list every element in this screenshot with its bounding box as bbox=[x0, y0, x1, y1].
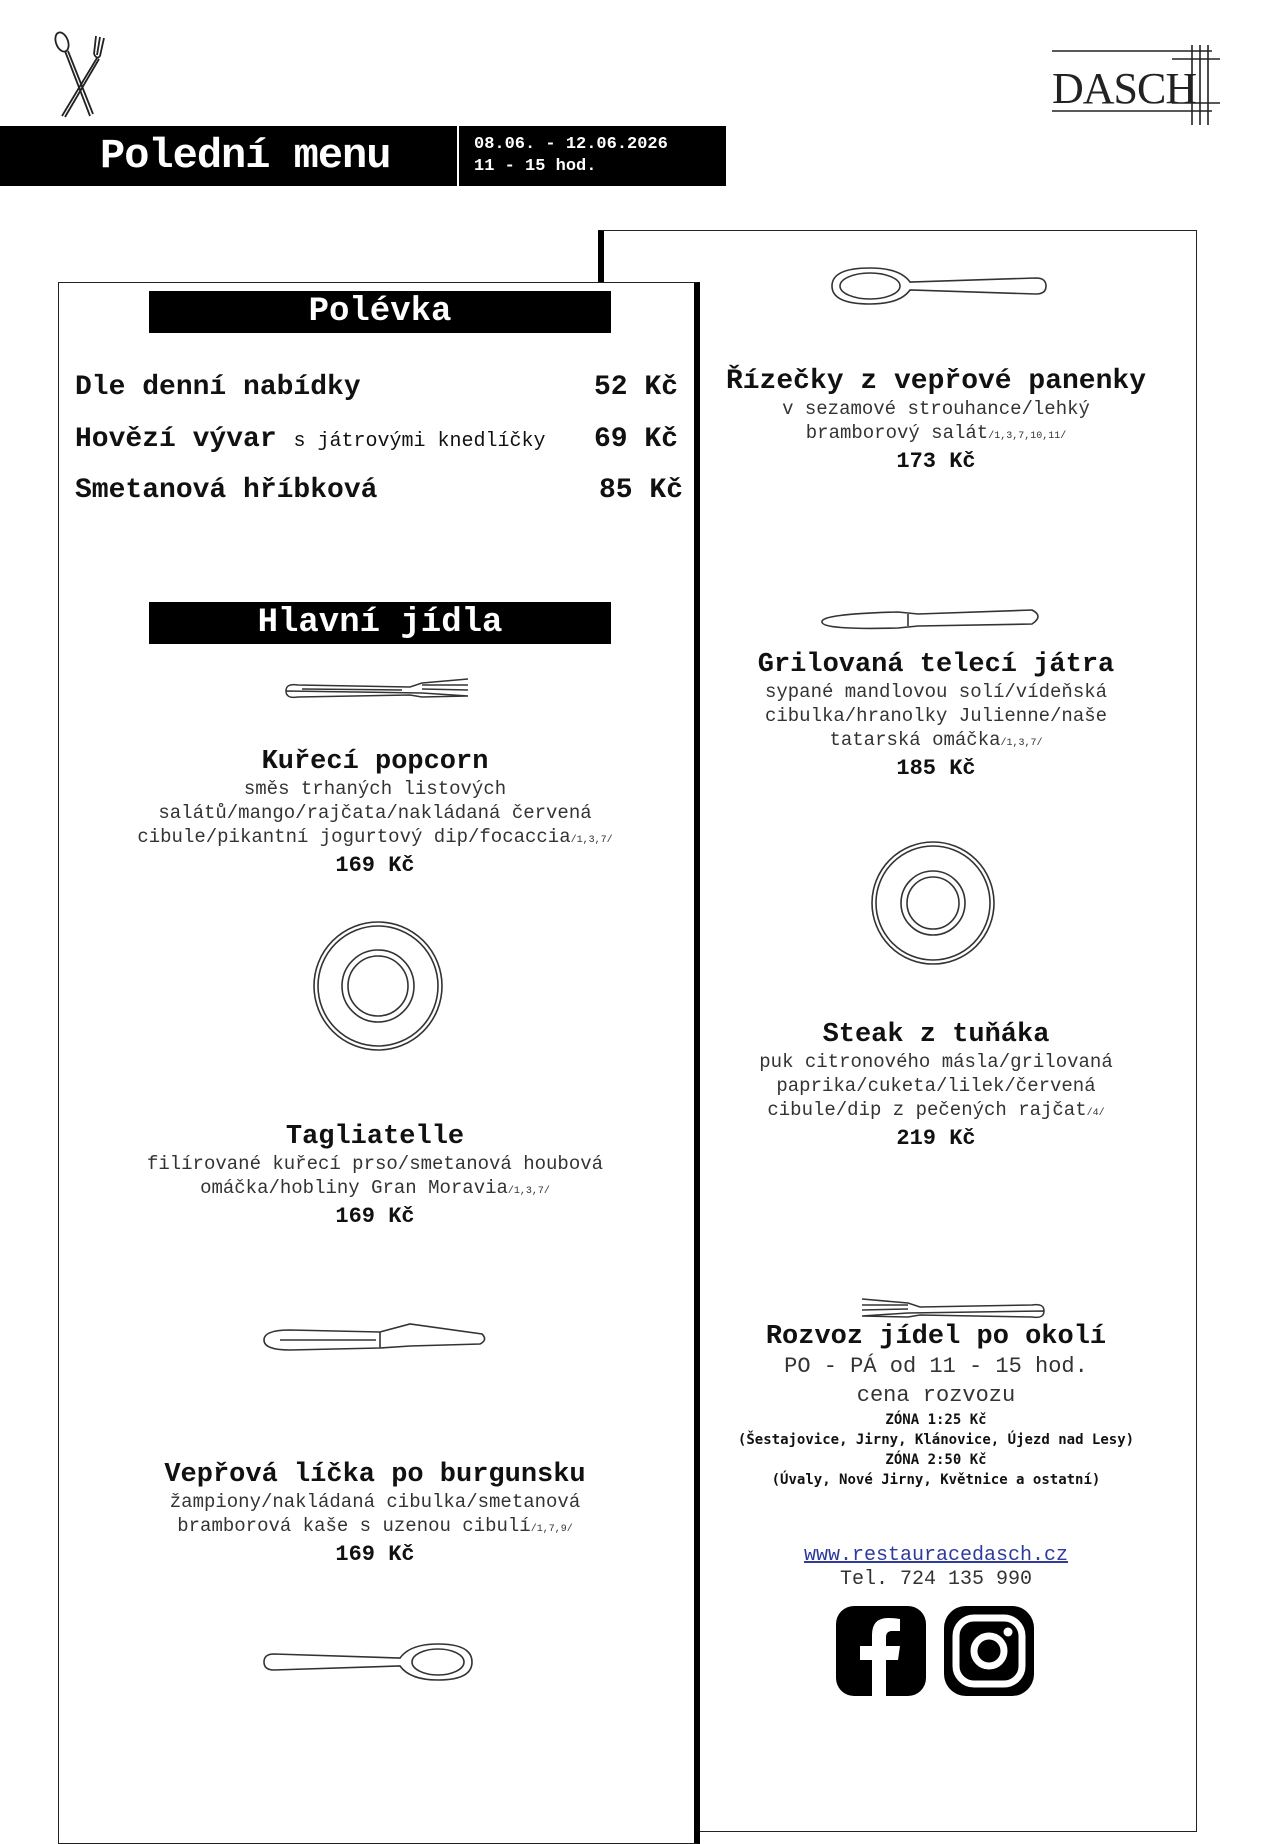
dish-description: směs trhaných listových salátů/mango/rajčata/nakládaná červená cibule/pikantní jogurtový dip/focaccia bbox=[137, 778, 592, 848]
dish-allergens: /1,3,7/ bbox=[570, 835, 613, 846]
soup-item-3-price: 85 Kč bbox=[599, 475, 684, 506]
soup-item-2 bbox=[75, 424, 546, 455]
phone-number: Tel. 724 135 990 bbox=[839, 1568, 1033, 1591]
delivery-title: Rozvoz jídel po okolí bbox=[765, 1322, 1107, 1352]
delivery-price-label: cena rozvozu bbox=[856, 1383, 1016, 1408]
delivery-hours: PO - PÁ od 11 - 15 hod. bbox=[784, 1354, 1088, 1379]
dish-price: 169 Kč bbox=[335, 1204, 415, 1229]
knife-icon bbox=[260, 1318, 488, 1360]
dish-title: Vepřová líčka po burgunsku bbox=[164, 1460, 586, 1490]
dish-right-1 bbox=[640, 366, 1232, 474]
plate-icon bbox=[310, 918, 446, 1054]
mains-heading: Hlavní jídla bbox=[149, 602, 611, 644]
soup-item-2-name: Hovězí vývar bbox=[75, 424, 277, 455]
dish-right-3 bbox=[640, 1020, 1232, 1151]
plate-icon bbox=[868, 838, 998, 968]
dish-description: sypané mandlovou solí/vídeňská cibulka/hranolky Julienne/naše tatarská omáčka bbox=[764, 681, 1108, 751]
website-link[interactable]: www.restauracedasch.cz bbox=[803, 1544, 1069, 1567]
delivery-zone-1-places: (Šestajovice, Jirny, Klánovice, Újezd nad Lesy) bbox=[737, 1432, 1135, 1448]
dish-title: Řízečky z vepřové panenky bbox=[725, 366, 1147, 397]
delivery-zone-1: ZÓNA 1:25 Kč bbox=[885, 1412, 987, 1428]
dish-title: Grilovaná telecí játra bbox=[757, 650, 1115, 680]
contact-section bbox=[640, 1544, 1232, 1592]
title-bar bbox=[0, 126, 726, 186]
soup-item-2-note: s játrovými knedlíčky bbox=[293, 430, 546, 453]
brand-name: DASCH bbox=[1052, 64, 1197, 113]
dish-title: Kuřecí popcorn bbox=[261, 747, 489, 777]
date-range: 08.06. - 12.06.2026 bbox=[474, 135, 668, 154]
dish-price: 185 Kč bbox=[896, 756, 976, 781]
dish-description: filírované kuřecí prso/smetanová houbová omáčka/hobliny Gran Moravia bbox=[146, 1153, 604, 1199]
soup-item-3-name: Smetanová hříbková bbox=[75, 475, 378, 506]
instagram-icon[interactable] bbox=[942, 1604, 1036, 1698]
dish-allergens: /1,3,7/ bbox=[507, 1186, 550, 1197]
knife-icon bbox=[818, 604, 1044, 636]
soup-item-1-name: Dle denní nabídky bbox=[75, 372, 361, 403]
dish-price: 169 Kč bbox=[335, 1542, 415, 1567]
delivery-section bbox=[640, 1322, 1232, 1490]
facebook-icon[interactable] bbox=[834, 1604, 928, 1698]
dish-price: 173 Kč bbox=[896, 449, 976, 474]
brand-logo bbox=[1052, 45, 1222, 125]
delivery-zone-2: ZÓNA 2:50 Kč bbox=[885, 1452, 987, 1468]
page-title: Polední menu bbox=[100, 132, 391, 180]
dish-title: Steak z tuňáka bbox=[822, 1020, 1050, 1050]
dish-left-1 bbox=[95, 747, 655, 878]
dish-right-2 bbox=[640, 650, 1232, 781]
soup-item-1-price: 52 Kč bbox=[594, 372, 679, 403]
dish-allergens: /4/ bbox=[1086, 1108, 1105, 1119]
cutlery-logo-icon bbox=[50, 30, 108, 120]
dish-left-2 bbox=[95, 1122, 655, 1229]
delivery-zone-2-places: (Úvaly, Nové Jirny, Květnice a ostatní) bbox=[771, 1472, 1101, 1488]
dish-allergens: /1,3,7/ bbox=[1000, 738, 1043, 749]
dish-allergens: /1,3,7,10,11/ bbox=[988, 431, 1067, 442]
soup-item-2-price: 69 Kč bbox=[594, 424, 679, 455]
dish-price: 169 Kč bbox=[335, 853, 415, 878]
soup-heading: Polévka bbox=[149, 291, 611, 333]
dish-allergens: /1,7,9/ bbox=[530, 1524, 573, 1535]
spoon-icon bbox=[260, 1636, 476, 1688]
dish-description: žampiony/nakládaná cibulka/smetanová bramborová kaše s uzenou cibulí bbox=[169, 1491, 581, 1537]
opening-hours: 11 - 15 hod. bbox=[474, 157, 597, 176]
dish-description: puk citronového másla/grilovaná paprika/cuketa/lilek/červená cibule/dip z pečených rajčat bbox=[759, 1051, 1113, 1121]
menu-panel-left bbox=[58, 282, 700, 1844]
fork-icon bbox=[282, 675, 470, 707]
spoon-icon bbox=[824, 262, 1050, 310]
dish-left-3 bbox=[95, 1460, 655, 1567]
dish-description: v sezamové strouhance/lehký bramborový salát bbox=[782, 398, 1090, 444]
dish-price: 219 Kč bbox=[896, 1126, 976, 1151]
brand-logo-lines-icon bbox=[1052, 45, 1222, 125]
title-divider bbox=[457, 126, 459, 186]
dish-title: Tagliatelle bbox=[285, 1122, 465, 1152]
